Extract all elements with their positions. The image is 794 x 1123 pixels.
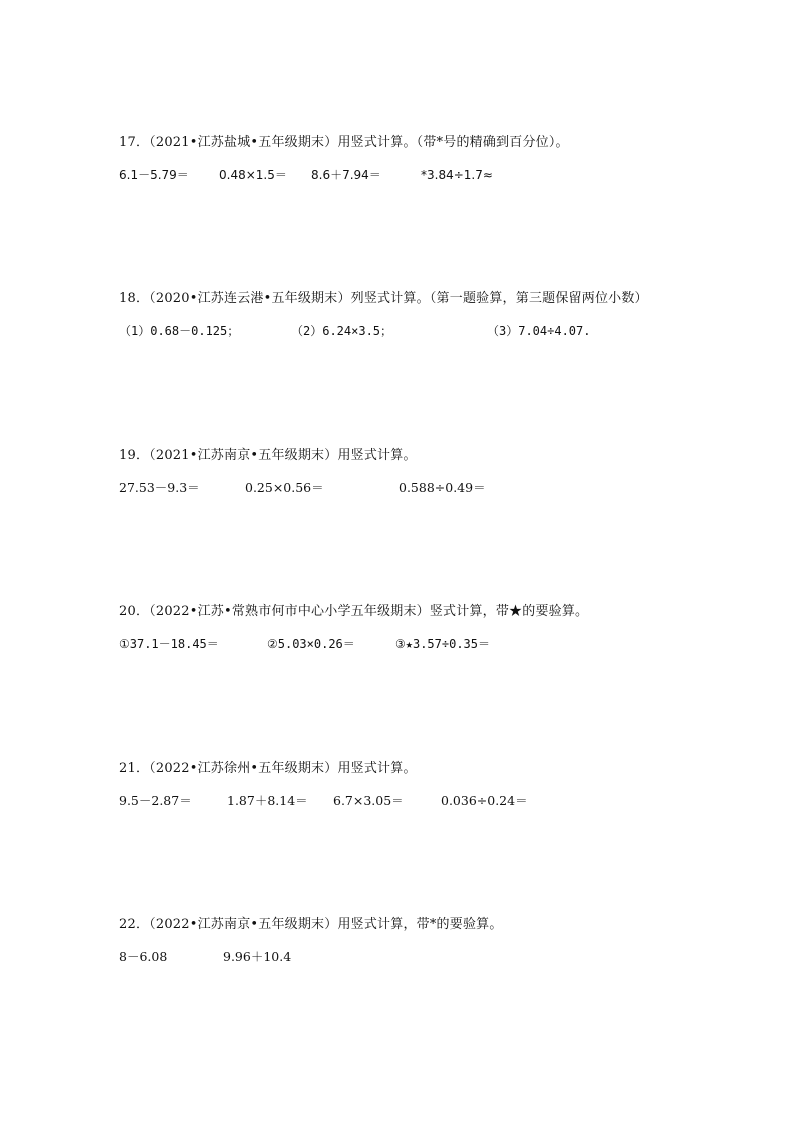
- expression: （3）7.04÷4.07.: [487, 324, 591, 338]
- expression: *3.84÷1.7≈: [421, 168, 493, 182]
- expression: ③★3.57÷0.35＝: [395, 637, 491, 651]
- expression: ①37.1－18.45＝: [119, 637, 219, 651]
- expression: （1）0.68－0.125；: [119, 324, 240, 338]
- problem-19: [119, 447, 739, 497]
- problem-title: 17．（2021•江苏盐城•五年级期末）用竖式计算。（带*号的精确到百分位）。: [119, 135, 569, 150]
- problem-title: 20．（2022•江苏•常熟市何市中心小学五年级期末）竖式计算，带★的要验算。: [119, 604, 589, 619]
- problem-title: 21．（2022•江苏徐州•五年级期末）用竖式计算。: [119, 761, 417, 776]
- problem-title: 19．（2021•江苏南京•五年级期末）用竖式计算。: [119, 448, 417, 463]
- expression: 6.1－5.79＝: [119, 168, 189, 182]
- expression: 8.6＋7.94＝: [311, 168, 381, 182]
- expression: 27.53－9.3＝: [119, 480, 200, 495]
- expression: 8－6.08: [119, 949, 168, 964]
- expression: 9.5－2.87＝: [119, 793, 192, 808]
- expression: 0.48×1.5＝: [219, 168, 287, 182]
- problem-title: 22．（2022•江苏南京•五年级期末）用竖式计算，带*的要验算。: [119, 917, 503, 932]
- expression-row: [119, 948, 739, 966]
- expression-row: [119, 792, 739, 810]
- expression-row: [119, 166, 739, 184]
- expression: 0.25×0.56＝: [245, 480, 324, 495]
- expression: 9.96＋10.4: [223, 949, 292, 964]
- problem-22: [119, 916, 739, 966]
- expression: 6.7×3.05＝: [333, 793, 404, 808]
- expression: 1.87＋8.14＝: [227, 793, 308, 808]
- expression-row: [119, 479, 739, 497]
- problem-20: [119, 603, 739, 653]
- expression: 0.036÷0.24＝: [441, 793, 528, 808]
- expression: ②5.03×0.26＝: [267, 637, 355, 651]
- expression-row: [119, 322, 739, 340]
- expression-row: [119, 635, 739, 653]
- problem-title: 18．（2020•江苏连云港•五年级期末）列竖式计算。（第一题验算，第三题保留两位小数）: [119, 291, 648, 306]
- expression: 0.588÷0.49＝: [399, 480, 486, 495]
- expression: （2）6.24×3.5；: [291, 324, 393, 338]
- problem-21: [119, 760, 739, 810]
- problem-17: [119, 134, 739, 184]
- problem-18: [119, 290, 739, 340]
